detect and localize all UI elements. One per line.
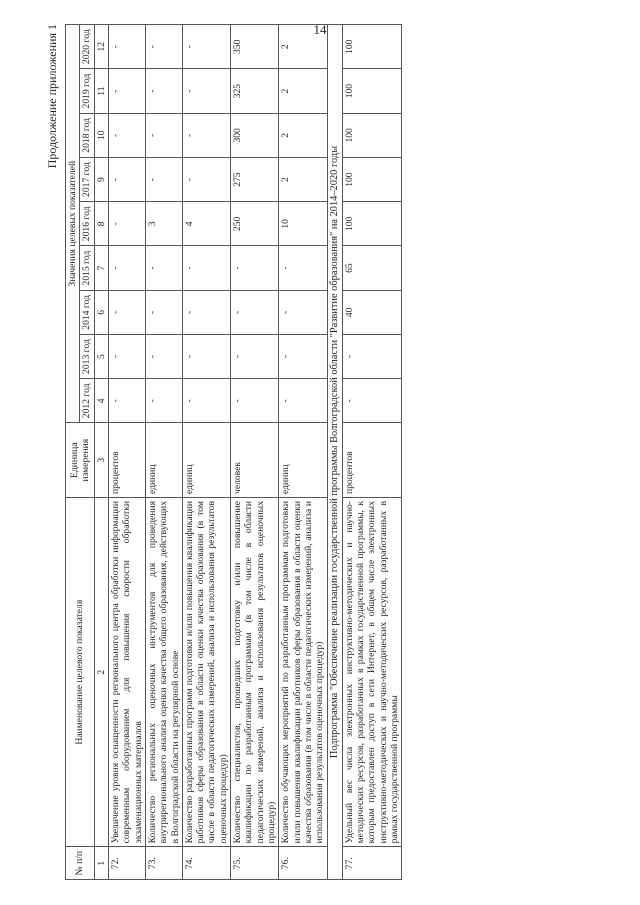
value-cell: - bbox=[182, 157, 230, 201]
row-number: 75. bbox=[231, 847, 279, 880]
indicator-unit: человек bbox=[231, 423, 279, 498]
value-cell: - bbox=[145, 379, 182, 423]
column-index-row bbox=[94, 25, 108, 880]
indicators-table bbox=[65, 24, 402, 880]
value-cell: 10 bbox=[279, 202, 327, 246]
value-cell: - bbox=[145, 113, 182, 157]
column-index: 7 bbox=[94, 246, 108, 290]
value-cell: - bbox=[182, 290, 230, 334]
column-index: 2 bbox=[94, 498, 108, 847]
value-cell: - bbox=[231, 290, 279, 334]
table-row bbox=[231, 25, 279, 880]
column-index: 3 bbox=[94, 423, 108, 498]
table-row bbox=[279, 25, 327, 880]
value-cell: - bbox=[182, 69, 230, 113]
value-cell: - bbox=[145, 69, 182, 113]
value-cell: - bbox=[145, 157, 182, 201]
header-year: 2017 год bbox=[80, 157, 94, 201]
column-index: 5 bbox=[94, 334, 108, 378]
row-number: 77. bbox=[342, 847, 402, 880]
table-row bbox=[342, 25, 402, 880]
value-cell: - bbox=[279, 290, 327, 334]
row-number: 76. bbox=[279, 847, 327, 880]
value-cell: - bbox=[108, 290, 145, 334]
value-cell: - bbox=[231, 379, 279, 423]
header-year: 2012 год bbox=[80, 379, 94, 423]
value-cell: - bbox=[342, 334, 402, 378]
value-cell: - bbox=[182, 246, 230, 290]
value-cell: 100 bbox=[342, 157, 402, 201]
value-cell: 100 bbox=[342, 25, 402, 69]
value-cell: - bbox=[231, 246, 279, 290]
table-head bbox=[66, 25, 109, 880]
value-cell: 3 bbox=[145, 202, 182, 246]
header-year: 2014 год bbox=[80, 290, 94, 334]
indicator-name: Количество обучающих мероприятий по разработанным программам подготовки и/или повышения квалификации работников сферы образования в области оценки качества образования (в том числе в области педагогических измерений, анализа и использования результатов оценочных процедур) bbox=[279, 498, 327, 847]
value-cell: - bbox=[108, 25, 145, 69]
value-cell: - bbox=[182, 25, 230, 69]
subprogram-title: Подпрограмма "Обеспечение реализации государственной программы Волгоградской области "Развитие образования" на 2014–2020 годы bbox=[327, 25, 342, 880]
row-number: 73. bbox=[145, 847, 182, 880]
value-cell: - bbox=[145, 290, 182, 334]
value-cell: - bbox=[145, 334, 182, 378]
value-cell: - bbox=[182, 113, 230, 157]
value-cell: 300 bbox=[231, 113, 279, 157]
indicator-name: Удельный вес числа электронных инструктивно-методических и научно-методических ресурсов, разработанных в рамках государственной программы, к которым предоставлен доступ в сети Интернет, в общем числе электронных инструктивно-методических и научно-методических ресурсов, разработанных в рамках государственной программы bbox=[342, 498, 402, 847]
row-number: 74. bbox=[182, 847, 230, 880]
indicator-unit: процентов bbox=[342, 423, 402, 498]
indicator-unit: процентов bbox=[108, 423, 145, 498]
row-number: 72. bbox=[108, 847, 145, 880]
column-index: 12 bbox=[94, 25, 108, 69]
value-cell: - bbox=[108, 334, 145, 378]
value-cell: 250 bbox=[231, 202, 279, 246]
indicator-name: Количество специалистов, прошедших подготовку и/или повышение квалификации по разработанным программам (в том числе в области педагогических измерений, анализа и использования результатов оценочных процедур) bbox=[231, 498, 279, 847]
page-number: 14 bbox=[313, 22, 327, 37]
header-year: 2019 год bbox=[80, 69, 94, 113]
column-index: 1 bbox=[94, 847, 108, 880]
table-row bbox=[182, 25, 230, 880]
indicator-unit: единиц bbox=[279, 423, 327, 498]
value-cell: 275 bbox=[231, 157, 279, 201]
value-cell: - bbox=[182, 379, 230, 423]
indicator-unit: единиц bbox=[182, 423, 230, 498]
header-year: 2015 год bbox=[80, 246, 94, 290]
table-body bbox=[108, 25, 401, 880]
header-target-group: Значения целевых показателей bbox=[66, 25, 80, 423]
value-cell: 4 bbox=[182, 202, 230, 246]
value-cell: - bbox=[108, 69, 145, 113]
value-cell: - bbox=[108, 157, 145, 201]
subprogram-row bbox=[327, 25, 342, 880]
table-row bbox=[108, 25, 145, 880]
header-num: № п/п bbox=[66, 847, 95, 880]
value-cell: - bbox=[279, 246, 327, 290]
indicator-unit: единиц bbox=[145, 423, 182, 498]
continuation-label: Продолжение приложения 1 bbox=[45, 24, 59, 169]
value-cell: 2 bbox=[279, 69, 327, 113]
header-year: 2016 год bbox=[80, 202, 94, 246]
header-year: 2013 год bbox=[80, 334, 94, 378]
value-cell: 2 bbox=[279, 25, 327, 69]
rotated-sheet bbox=[45, 20, 595, 880]
indicator-name: Количество разработанных программ подготовки и/или повышения квалификации работников сферы образования в области оценки качества образования (в том числе в области педагогических измерений, анализа и использования результатов оценочных процедур) bbox=[182, 498, 230, 847]
value-cell: 2 bbox=[279, 113, 327, 157]
value-cell: - bbox=[145, 246, 182, 290]
value-cell: - bbox=[342, 379, 402, 423]
value-cell: - bbox=[108, 113, 145, 157]
column-index: 11 bbox=[94, 69, 108, 113]
header-year: 2018 год bbox=[80, 113, 94, 157]
value-cell: 2 bbox=[279, 157, 327, 201]
indicator-name: Количество региональных оценочных инструментов для проведения внутрирегионального анализа оценки качества общего образования, действующих в Волгоградской области на регулярной основе bbox=[145, 498, 182, 847]
value-cell: 350 bbox=[231, 25, 279, 69]
column-index: 9 bbox=[94, 157, 108, 201]
value-cell: - bbox=[182, 334, 230, 378]
value-cell: - bbox=[108, 379, 145, 423]
value-cell: - bbox=[108, 202, 145, 246]
column-index: 10 bbox=[94, 113, 108, 157]
header-unit: Единица измерения bbox=[66, 423, 95, 498]
header-year: 2020 год bbox=[80, 25, 94, 69]
header-name: Наименование целевого показателя bbox=[66, 498, 95, 847]
value-cell: 100 bbox=[342, 202, 402, 246]
value-cell: 65 bbox=[342, 246, 402, 290]
value-cell: - bbox=[231, 334, 279, 378]
value-cell: 100 bbox=[342, 69, 402, 113]
indicator-name: Увеличение уровня оснащенности регионального центра обработки информации современным оборудованием для повышения скорости обработки экзаменационных материалов bbox=[108, 498, 145, 847]
value-cell: 40 bbox=[342, 290, 402, 334]
column-index: 8 bbox=[94, 202, 108, 246]
value-cell: 325 bbox=[231, 69, 279, 113]
value-cell: 100 bbox=[342, 113, 402, 157]
value-cell: - bbox=[279, 379, 327, 423]
value-cell: - bbox=[108, 246, 145, 290]
value-cell: - bbox=[145, 25, 182, 69]
table-row bbox=[145, 25, 182, 880]
value-cell: - bbox=[279, 334, 327, 378]
column-index: 6 bbox=[94, 290, 108, 334]
column-index: 4 bbox=[94, 379, 108, 423]
